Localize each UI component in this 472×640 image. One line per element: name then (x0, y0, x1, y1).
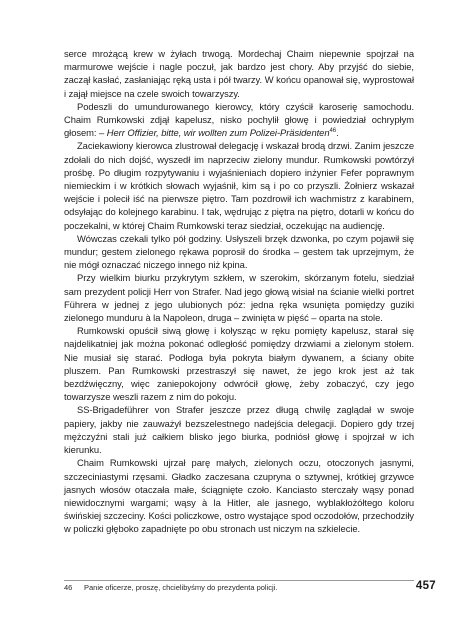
paragraph: serce mrożącą krew w żyłach trwogą. Mordechaj Chaim niepewnie spojrzał na marmurowe wejście i nagle poczuł, jak bardzo jest chory. Aby przyjść do siebie, zaczął kasłać, zasłaniając ręką usta i pół twarzy. W końcu opanował się, wyprostował i zajął miejsce na czele swoich towarzyszy. (64, 48, 414, 99)
paragraph: Zaciekawiony kierowca zlustrował delegację i wskazał brodą drzwi. Zanim jeszcze zdołali do nich dojść, wyszedł im naprzeciw zielony mundur. Rumkowski powtórzył prośbę. Po długim rozpytywaniu i wyjaśnieniach dopiero inżynier Fefer poprawnym niemieckim i w krótkich słowach wyjaśnił, kim są i po co przyszli. Żołnierz wskazał wejście i polecił iść na pierwsze piętro. Tam pozdrowił ich wachmistrz z karabinem, odsyłając do kolejnego karabinu. I tak, wędrując z piętra na piętro, dotarli w końcu do poczekalni, w której Chaim Rumkowski teraz siedział, oczekując na audiencję. (64, 140, 414, 231)
paragraph: Rumkowski opuścił siwą głowę i kołysząc w ręku pomięty kapelusz, starał się najdelikatniej jak można pokonać odległość pomiędzy drzwiami a zielonym stołem. Nie musiał się starać. Podłoga była pokryta białym dywanem, a ściany obite pluszem. Pan Rumkowski przestraszył się nawet, że jego krok jest aż tak bezdźwięczny, więc zaniepokojony odwrócił głowę, żeby zobaczyć, czy jego towarzysze weszli razem z nim do pokoju. (64, 325, 414, 403)
paragraph: SS-Brigadeführer von Strafer jeszcze przez długą chwilę zaglądał w swoje papiery, jakby nie zauważył bezszelestnego nadejścia delegacji. Dopiero gdy trzej mężczyźni stali już całkiem blisko jego biurka, podniósł głowę i spojrzał w ich kierunku. (64, 404, 414, 456)
footnote-text: Panie oficerze, proszę, chcielibyśmy do prezydenta policji. (84, 583, 278, 592)
paragraph: Podeszli do umundurowanego kierowcy, który czyścił karoserię samochodu. Chaim Rumkowski zdjął kapelusz, nisko pochylił głowę i powiedział ochrypłym głosem: – Herr Offizier, bitte, wir wollten zum Polizei-Präsidenten$^{46}$. (64, 100, 414, 139)
page-number: 457 (415, 580, 436, 592)
paragraph: Przy wielkim biurku przykrytym szkłem, w szerokim, skórzanym fotelu, siedział sam prezydent policji Herr von Strafer. Nad jego głową wisiał na ścianie wielki portret Führera w jednej z jego ulubionych póz: jedna ręka wsunięta pomiędzy guziki zielonego munduru à la Napoleon, druga – zwinięta w pięść – oparta na stole. (64, 272, 414, 324)
footnote-reference[interactable]: 46 (329, 128, 337, 135)
body-text (64, 47, 414, 536)
footnote (64, 583, 404, 593)
paragraph: Wówczas czekali tylko pół godziny. Usłyszeli brzęk dzwonka, po czym pojawił się mundur; gestem zielonego rękawa poprosił do środka – gestem tak uprzejmym, że nie mógł oznaczać niczego innego niż kpina. (64, 232, 414, 271)
footnote-number: 46 (64, 583, 73, 592)
footnote-divider (64, 580, 414, 581)
german-quote: – Herr Offizier, bitte, wir wollten zum Polizei-Präsidenten (99, 127, 330, 139)
paragraph: Chaim Rumkowski ujrzał parę małych, zielonych oczu, otoczonych jasnymi, szczeciniastymi rzęsami. Gładko zaczesana czupryna o sztywnej, krótkiej grzywce jasnych włosów otaczała małe, ściągnięte czoło. Kanciasto sterczały wąsy ponad niewidocznymi wargami; wąsy à la Hitler, ale jasnego, wyblakłożółtego koloru świńskiej szczeciny. Kości policzkowe, ostro wystające spod oczodołów, przechodziły w policzki głęboko zapadnięte po obu stronach ust niczym na szkielecie. (64, 457, 414, 535)
